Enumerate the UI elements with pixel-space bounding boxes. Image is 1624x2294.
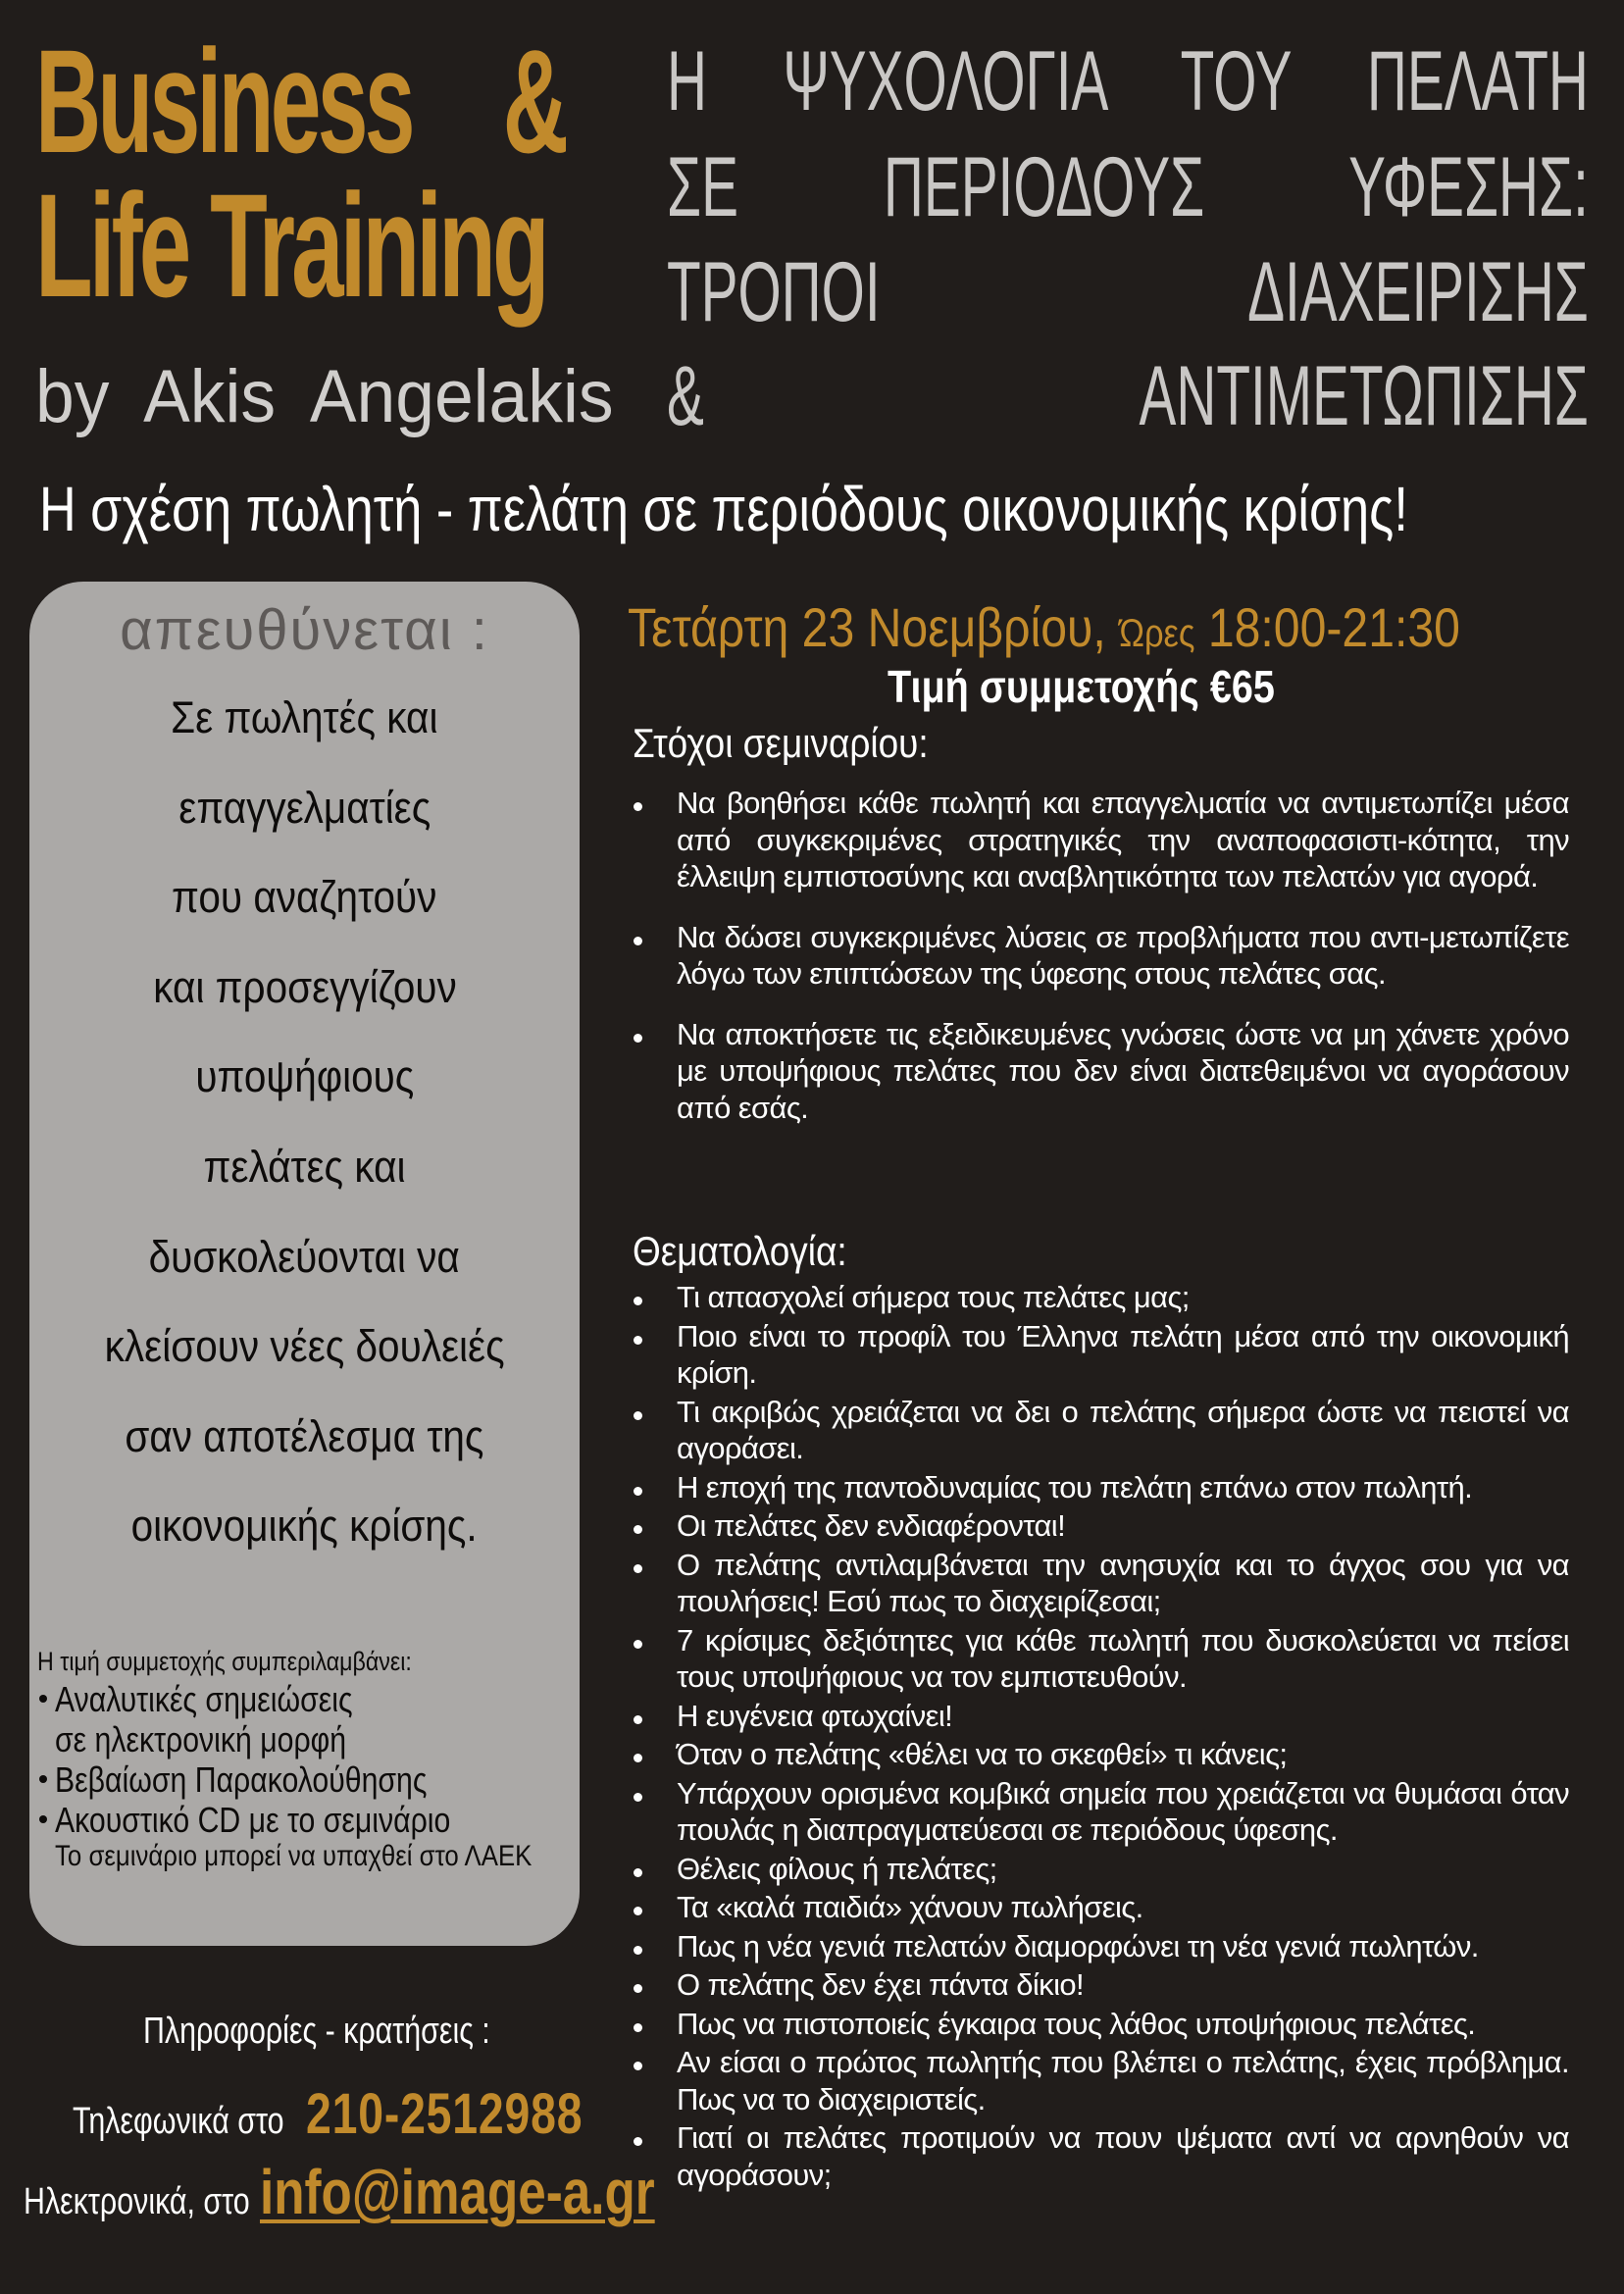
goal-item [628, 919, 1569, 993]
audience-description [29, 688, 580, 1586]
includes-title: Η τιμή συμμετοχής συμπεριλαμβάνει: [37, 1647, 412, 1676]
bullet-icon [634, 1754, 642, 1762]
laek-note-text: Το σεμινάριο μπορεί να υπαχθεί στο ΛΑΕΚ [55, 1840, 533, 1872]
email-link[interactable]: info@image-a.gr [259, 2157, 655, 2227]
phone-row [73, 2081, 652, 2147]
topic-text: Τι ακριβώς χρειάζεται να δει ο πελάτης σήμερα ώστε να πειστεί να αγοράσει. [677, 1394, 1569, 1465]
title-text: Η ΨΥΧΟΛΟΓΙΑ ΤΟΥ ΠΕΛΑΤΗ [667, 34, 1589, 128]
topics-list [628, 1279, 1569, 2195]
bullet-icon [634, 1034, 642, 1043]
brand-title-line-2: Life Training [35, 163, 546, 328]
seminar-title-line-3 [667, 245, 1589, 339]
topic-text: Ποιο είναι το προφίλ του Έλληνα πελάτη μέσα από την οικονομική κρίση. [677, 1318, 1569, 1390]
bullet-icon [634, 1640, 642, 1649]
audience-line [29, 1046, 580, 1137]
price-includes [37, 1644, 577, 1873]
audience-line-text: υποψήφιους [195, 1051, 414, 1102]
subtitle [39, 473, 1589, 545]
topic-item [628, 2119, 1569, 2193]
bullet-icon [634, 1715, 642, 1724]
bullet-icon [634, 1868, 642, 1877]
goal-item [628, 1016, 1569, 1127]
audience-line [29, 867, 580, 957]
topic-item [628, 1469, 1569, 1506]
topics-heading [633, 1227, 876, 1276]
email-label: Ηλεκτρονικά, στο [24, 2181, 250, 2222]
audience-line [29, 778, 580, 868]
includes-item-text: σε ηλεκτρονική μορφή [55, 1719, 347, 1759]
topic-text: Πως να πιστοποιείς έγκαιρα τους λάθος υποψήφιους πελάτες. [677, 2006, 1476, 2041]
seminar-title-line-4 [667, 349, 1589, 443]
includes-item-text: Αναλυτικές σημειώσεις [55, 1679, 353, 1719]
audience-line [29, 957, 580, 1047]
topic-item [628, 1851, 1569, 1888]
topic-text: Η εποχή της παντοδυναμίας του πελάτη επάνω στον πωλητή. [677, 1469, 1473, 1504]
topic-item [628, 1507, 1569, 1545]
audience-line-text: δυσκολεύονται να [148, 1231, 461, 1282]
bullet-icon [634, 1946, 642, 1955]
topic-text: Η ευγένεια φτωχαίνει! [677, 1698, 953, 1733]
topic-item [628, 1547, 1569, 1620]
audience-heading: απευθύνεται : [120, 598, 489, 662]
bullet-icon [634, 1336, 642, 1345]
bullet-icon [634, 1984, 642, 1993]
event-datetime [628, 596, 1608, 665]
phone-label: Τηλεφωνικά στο [73, 2101, 284, 2142]
includes-item-text: Βεβαίωση Παρακολούθησης [55, 1759, 428, 1800]
topic-item [628, 1775, 1569, 1849]
topic-text: 7 κρίσιμες δεξιότητες για κάθε πωλητή που δυσκολεύεται να πείσει τους υποψήφιους να τον εμπιστευθούν. [677, 1622, 1569, 1694]
topic-item [628, 1889, 1569, 1926]
event-hours-label: Ώρες [1119, 612, 1195, 655]
brand-word-business: Business [35, 19, 412, 183]
includes-item [37, 1800, 577, 1840]
event-hours: 18:00-21:30 [1207, 596, 1460, 658]
event-date: Τετάρτη 23 Νοεμβρίου, [628, 596, 1106, 658]
bullet-icon [634, 1564, 642, 1573]
audience-line-text: επαγγελματίες [178, 782, 431, 833]
audience-line [29, 1316, 580, 1406]
audience-line-text: σαν αποτέλεσμα της [125, 1410, 484, 1461]
goal-text: Να δώσει συγκεκριμένες λύσεις σε προβλήματα που αντι-μετωπίζετε λόγω των επιπτώσεων της ύφεσης στους πελάτες σας. [677, 919, 1569, 991]
topic-text: Τι απασχολεί σήμερα τους πελάτες μας; [677, 1280, 1190, 1314]
goals-heading-text: Στόχοι σεμιναρίου: [633, 720, 929, 766]
audience-panel [29, 582, 580, 1946]
title-text: ΣΕ ΠΕΡΙΟΔΟΥΣ ΥΦΕΣΗΣ: [667, 140, 1589, 234]
audience-line-text: και προσεγγίζουν [152, 961, 457, 1012]
goals-heading [633, 719, 969, 768]
participation-price [888, 659, 1338, 714]
bullet-icon [634, 1907, 642, 1915]
includes-item-continuation [37, 1719, 577, 1759]
topic-item [628, 1736, 1569, 1773]
topic-text: Ο πελάτης δεν έχει πάντα δίκιο! [677, 1967, 1085, 2002]
topic-item [628, 1928, 1569, 1965]
bullet-icon [634, 1793, 642, 1802]
bullet-icon [634, 1297, 642, 1305]
goals-list [628, 785, 1569, 1149]
brand-ampersand: & [502, 19, 566, 183]
bullet-icon [634, 2062, 642, 2070]
topic-item [628, 1318, 1569, 1392]
topic-text: Πως η νέα γενιά πελατών διαμορφώνει τη νέα γενιά πωλητών. [677, 1928, 1479, 1963]
goal-item [628, 785, 1569, 895]
topic-item [628, 2044, 1569, 2117]
price-text: Τιμή συμμετοχής €65 [888, 661, 1275, 712]
includes-item [37, 1679, 577, 1719]
audience-line-text: οικονομικής κρίσης. [130, 1501, 479, 1552]
audience-line [29, 1496, 580, 1586]
title-text: & ΑΝΤΙΜΕΤΩΠΙΣΗΣ [667, 349, 1589, 443]
event-datetime-text [628, 596, 1460, 665]
title-text: ΤΡΟΠΟΙ ΔΙΑΧΕΙΡΙΣΗΣ [667, 245, 1589, 339]
bullet-icon [39, 1815, 47, 1823]
bullet-icon [39, 1695, 47, 1703]
bullet-icon [634, 2023, 642, 2032]
bullet-icon [634, 802, 642, 811]
topic-text: Όταν ο πελάτης «θέλει να το σκεφθεί» τι κάνεις; [677, 1737, 1288, 1771]
topic-text: Γιατί οι πελάτες προτιμούν να πουν ψέματα αντί να αρνηθούν να αγοράσουν; [677, 2120, 1569, 2192]
goal-text: Να βοηθήσει κάθε πωλητή και επαγγελματία να αντιμετωπίζει μέσα από συγκεκριμένες στρατηγικές την αναποφασιστι-κότητα, την έλλειψη εμπιστοσύνης και αναβλητικότητα των πελατών για αγορά. [677, 786, 1569, 893]
bullet-icon [634, 1487, 642, 1496]
contact-label: Πληροφορίες - κρατήσεις : [143, 2011, 490, 2052]
topic-text: Οι πελάτες δεν ενδιαφέρονται! [677, 1508, 1066, 1543]
bullet-icon [634, 1525, 642, 1534]
audience-line [29, 1227, 580, 1317]
topic-text: Θέλεις φίλους ή πελάτες; [677, 1851, 997, 1886]
topic-text: Αν είσαι ο πρώτος πωλητής που βλέπει ο πελάτης, έχεις πρόβλημα. Πως να το διαχειριστείς. [677, 2045, 1569, 2116]
bullet-icon [634, 2137, 642, 2146]
audience-line-text: κλείσουν νέες δουλειές [104, 1321, 505, 1372]
phone-number[interactable]: 210-2512988 [305, 2082, 584, 2146]
topic-text: Υπάρχουν ορισμένα κομβικά σημεία που χρειάζεται να θυμάσαι όταν πουλάς η διαπραγματεύεσαι σε περιόδους ύφεσης. [677, 1775, 1569, 1847]
audience-line [29, 1137, 580, 1227]
seminar-title-line-2 [667, 140, 1589, 234]
seminar-title-line-1 [667, 34, 1589, 128]
audience-line [29, 1406, 580, 1497]
subtitle-text: Η σχέση πωλητή - πελάτη σε περιόδους οικονομικής κρίσης! [39, 474, 1408, 544]
includes-item-text: Ακουστικό CD με το σεμινάριο [55, 1800, 451, 1840]
topic-item [628, 1622, 1569, 1696]
audience-line-text: που αναζητούν [172, 872, 437, 923]
bullet-icon [39, 1775, 47, 1783]
bullet-icon [634, 937, 642, 945]
topic-item [628, 2006, 1569, 2043]
topic-text: Τα «καλά παιδιά» χάνουν πωλήσεις. [677, 1890, 1143, 1924]
brand-title-line-1 [35, 19, 566, 183]
audience-line [29, 688, 580, 778]
topic-item [628, 1698, 1569, 1735]
includes-title-row [37, 1644, 577, 1679]
topic-item [628, 1966, 1569, 2004]
audience-line-text: Σε πωλητές και [171, 692, 438, 742]
topic-item [628, 1394, 1569, 1467]
laek-note [37, 1840, 577, 1873]
bullet-icon [634, 1411, 642, 1420]
goal-text: Να αποκτήσετε τις εξειδικευμένες γνώσεις ώστε να μη χάνετε χρόνο με υποψήφιους πελάτες που δεν είναι διατεθειμένοι να αγοράσουν από εσάς. [677, 1016, 1569, 1125]
topic-item [628, 1279, 1569, 1316]
includes-item [37, 1759, 577, 1800]
brand-author: by Akis Angelakis [35, 355, 614, 438]
topic-text: Ο πελάτης αντιλαμβάνεται την ανησυχία και το άγχος σου για να πουλήσεις! Εσύ πως το διαχειρίζεσαι; [677, 1547, 1569, 1618]
topics-heading-text: Θεματολογία: [633, 1228, 847, 1274]
audience-line-text: πελάτες και [203, 1141, 406, 1192]
